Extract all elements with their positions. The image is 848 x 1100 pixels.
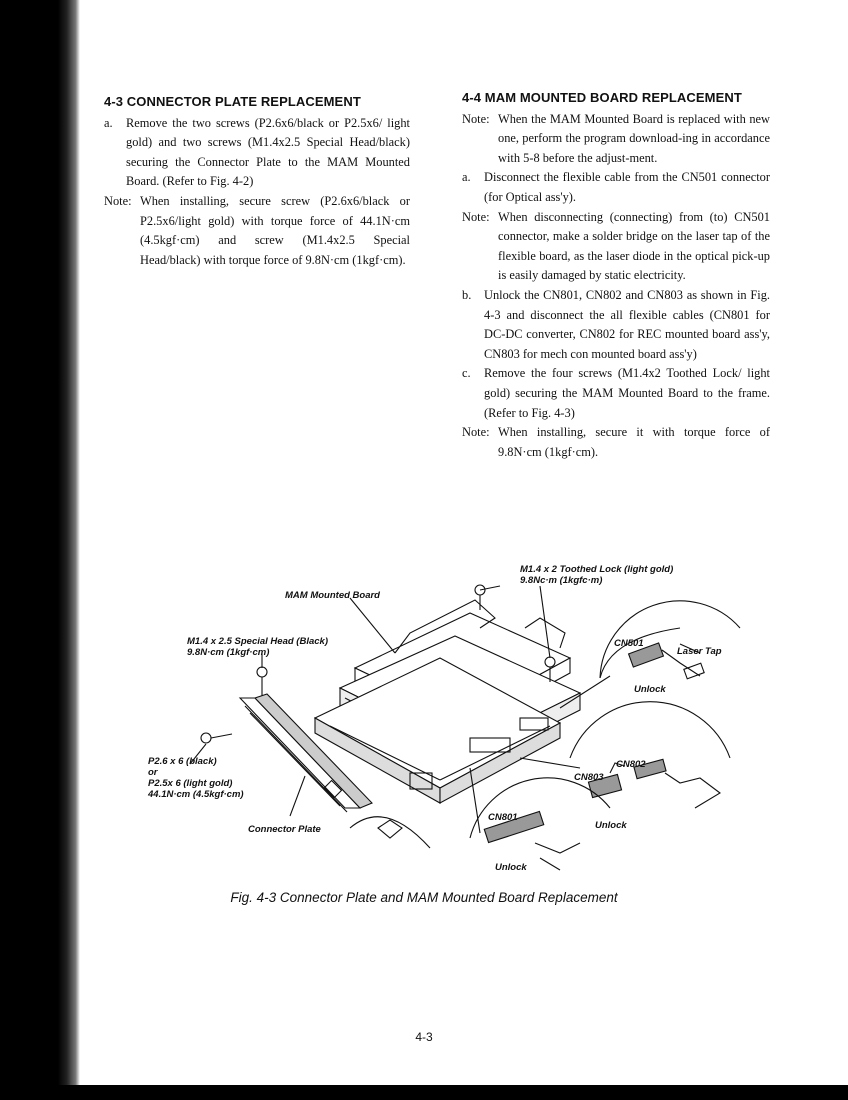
step-a [462,168,770,207]
note [104,192,410,270]
section-4-4 [462,88,770,462]
label-connector-plate: Connector Plate [248,824,321,835]
exploded-view-drawing [140,558,760,888]
scan-border-left-edge [58,0,80,1100]
step-c [462,364,770,423]
section-4-3 [104,92,410,270]
label-unlock: Unlock [495,862,527,873]
note-text: When disconnecting (connecting) from (to) CN501 connector, make a solder bridge on the laser tap of the flexible board, as the laser diode in the optical pick-up is easily damaged by static electricity. [498,209,770,283]
note [462,208,770,286]
label-special-head-screw: M1.4 x 2.5 Special Head (Black) 9.8N·cm (1kgf·cm) [187,636,328,658]
note-label: Note: [104,193,132,208]
label-cn501: CN501 [614,638,644,649]
note-label: Note: [462,111,490,126]
step-b [462,286,770,364]
label-unlock: Unlock [634,684,666,695]
step-text: Remove the four screws (M1.4x2 Toothed Lock/ light gold) securing the MAM Mounted Board to the frame. (Refer to Fig. 4-3) [484,366,770,420]
scan-border-bottom [0,1085,848,1100]
label-cn802: CN802 [616,759,646,770]
note-text: When installing, secure it with torque force of 9.8N·cm (1kgf·cm). [498,425,770,459]
label-toothed-lock-screw: M1.4 x 2 Toothed Lock (light gold) 9.8Nc·m (1kgfc·m) [520,564,674,586]
note-text: When the MAM Mounted Board is replaced with new one, perform the program download-ing in accordance with 5-8 before the adjust-ment. [498,111,770,165]
step-label: b. [462,287,472,302]
label-laser-tap: Laser Tap [677,646,722,657]
label-cn803: CN803 [574,772,604,783]
label-p26-screw: P2.6 x 6 (black) or P2.5x 6 (light gold) 44.1N·cm (4.5kgf·cm) [148,756,244,800]
note-label: Note: [462,425,490,440]
step-text: Remove the two screws (P2.6x6/black or P2.5x6/ light gold) and two screws (M1.4x2.5 Special Head/black) securing the Connector Plate to the MAM Mounted Board. (Refer to Fig. 4-2) [126,115,410,189]
note [462,110,770,169]
figure-4-3 [140,558,760,888]
label-unlock: Unlock [595,820,627,831]
step-a [104,114,410,192]
step-label: a. [104,115,113,130]
step-text: Unlock the CN801, CN802 and CN803 as shown in Fig. 4-3 and disconnect the all flexible cables (CN801 for DC-DC converter, CN802 for REC mounted board ass'y, CN803 for mech con mounted board ass'y) [484,287,770,361]
step-label: a. [462,170,471,185]
step-text: Disconnect the flexible cable from the CN501 connector (for Optical ass'y). [484,170,770,204]
section-4-4-heading: 4-4 MAM MOUNTED BOARD REPLACEMENT [462,90,742,105]
note-label: Note: [462,209,490,224]
label-mam-mounted-board: MAM Mounted Board [285,590,380,601]
section-4-3-heading: 4-3 CONNECTOR PLATE REPLACEMENT [104,94,361,109]
step-label: c. [462,366,471,381]
label-cn801: CN801 [488,812,518,823]
note-text: When installing, secure screw (P2.6x6/black or P2.5x6/light gold) with torque force of 44.1N·cm (4.5kgf·cm) and screw (M1.4x2.5 Special Head/black) with torque force of 9.8N·cm (1kgf·cm). [140,193,410,267]
note [462,423,770,462]
figure-caption: Fig. 4-3 Connector Plate and MAM Mounted Board Replacement [230,890,618,905]
page-number: 4-3 [415,1030,433,1044]
